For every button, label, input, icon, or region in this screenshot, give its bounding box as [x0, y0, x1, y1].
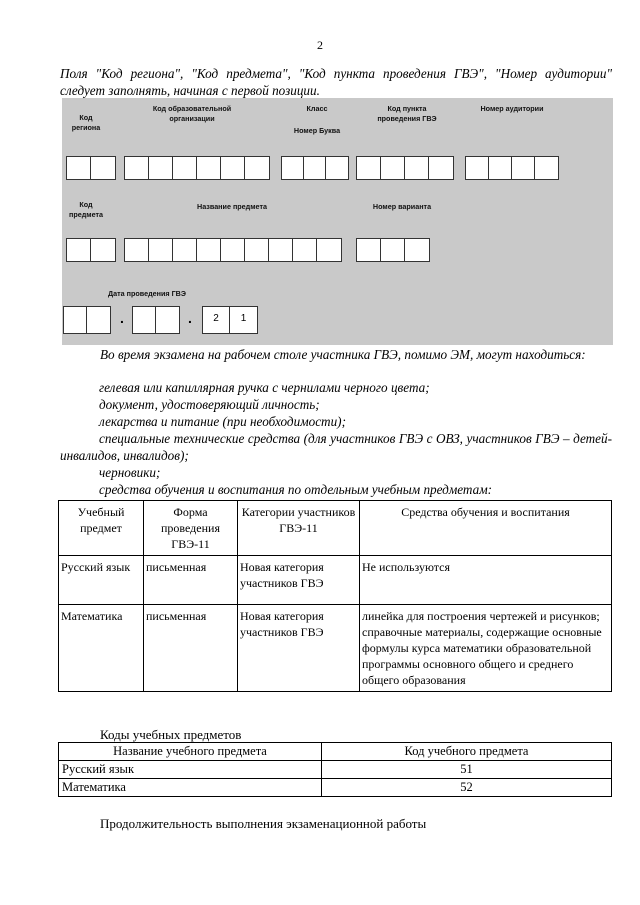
cell-subject: Математика: [59, 605, 144, 692]
table-row: [59, 556, 612, 605]
cell-subject-code: 52: [322, 779, 612, 797]
region-code-label: Код региона: [71, 113, 101, 132]
org-code-boxes[interactable]: [124, 156, 270, 180]
header-category: Категории участников ГВЭ-11: [238, 501, 360, 556]
subject-codes-table: [58, 742, 612, 797]
class-sub-label: Номер Буква: [293, 126, 341, 135]
table-header-row: [59, 501, 612, 556]
room-number-boxes[interactable]: [465, 156, 559, 180]
exam-year-boxes[interactable]: [202, 306, 258, 334]
cell-category: Новая категория участников ГВЭ: [238, 556, 360, 605]
header-form: Форма проведения ГВЭ-11: [144, 501, 238, 556]
variant-number-label: Номер варианта: [372, 202, 432, 211]
variant-number-boxes[interactable]: [356, 238, 430, 262]
subject-name-boxes[interactable]: [124, 238, 342, 262]
cell-form: письменная: [144, 556, 238, 605]
org-code-label: Код образовательной организации: [152, 104, 232, 123]
page-number: 2: [317, 38, 323, 52]
exam-day-boxes[interactable]: [63, 306, 111, 334]
date-dot-2: .: [188, 310, 192, 326]
exam-date-label: Дата проведения ГВЭ: [108, 289, 186, 298]
learning-tools-table: [58, 500, 612, 692]
subject-codes-title: Коды учебных предметов: [100, 727, 242, 742]
list-item: средства обучения и воспитания по отдельным учебным предметам:: [99, 482, 493, 497]
year-digit-1: 2: [203, 307, 230, 333]
subject-code-label: Код предмета: [68, 200, 104, 219]
cell-subject-name: Русский язык: [59, 761, 322, 779]
header-subject: Учебный предмет: [59, 501, 144, 556]
table-row: [59, 779, 612, 797]
intro-paragraph: Поля "Код региона", "Код предмета", "Код пункта проведения ГВЭ", "Номер аудитории" следует заполнять, начиная с первой позиции.: [60, 66, 612, 98]
cell-subject-name: Математика: [59, 779, 322, 797]
room-number-label: Номер аудитории: [480, 104, 544, 113]
allowed-items-intro: Во время экзамена на рабочем столе участника ГВЭ, помимо ЭМ, могут находиться:: [100, 347, 586, 362]
exam-month-boxes[interactable]: [132, 306, 180, 334]
cell-tools: Не используются: [360, 556, 612, 605]
point-code-label: Код пункта проведения ГВЭ: [377, 104, 437, 123]
region-code-boxes[interactable]: [66, 156, 116, 180]
list-item: черновики;: [99, 465, 161, 480]
duration-title: Продолжительность выполнения экзаменационной работы: [100, 816, 427, 831]
subject-name-label: Название предмета: [197, 202, 267, 211]
cell-subject: Русский язык: [59, 556, 144, 605]
header-tools: Средства обучения и воспитания: [360, 501, 612, 556]
table-header-row: [59, 743, 612, 761]
list-item: гелевая или капиллярная ручка с чернилами черного цвета;: [99, 380, 430, 395]
date-dot-1: .: [120, 310, 124, 326]
registration-form: [62, 98, 613, 345]
list-item: специальные технические средства (для участников ГВЭ с ОВЗ, участников ГВЭ – детей-инвалидов, инвалидов);: [60, 431, 612, 463]
header-subject-name: Название учебного предмета: [59, 743, 322, 761]
cell-subject-code: 51: [322, 761, 612, 779]
header-subject-code: Код учебного предмета: [322, 743, 612, 761]
cell-tools: линейка для построения чертежей и рисунков; справочные материалы, содержащие основные формулы курса математики образовательной программы основного общего и среднего общего образования: [360, 605, 612, 692]
table-row: [59, 761, 612, 779]
table-row: [59, 605, 612, 692]
list-item: документ, удостоверяющий личность;: [99, 397, 320, 412]
cell-form: письменная: [144, 605, 238, 692]
cell-category: Новая категория участников ГВЭ: [238, 605, 360, 692]
class-boxes[interactable]: [281, 156, 349, 180]
point-code-boxes[interactable]: [356, 156, 454, 180]
year-digit-2: 1: [240, 313, 247, 324]
subject-code-boxes[interactable]: [66, 238, 116, 262]
list-item: лекарства и питание (при необходимости);: [99, 414, 346, 429]
class-label: Класс: [306, 104, 328, 113]
